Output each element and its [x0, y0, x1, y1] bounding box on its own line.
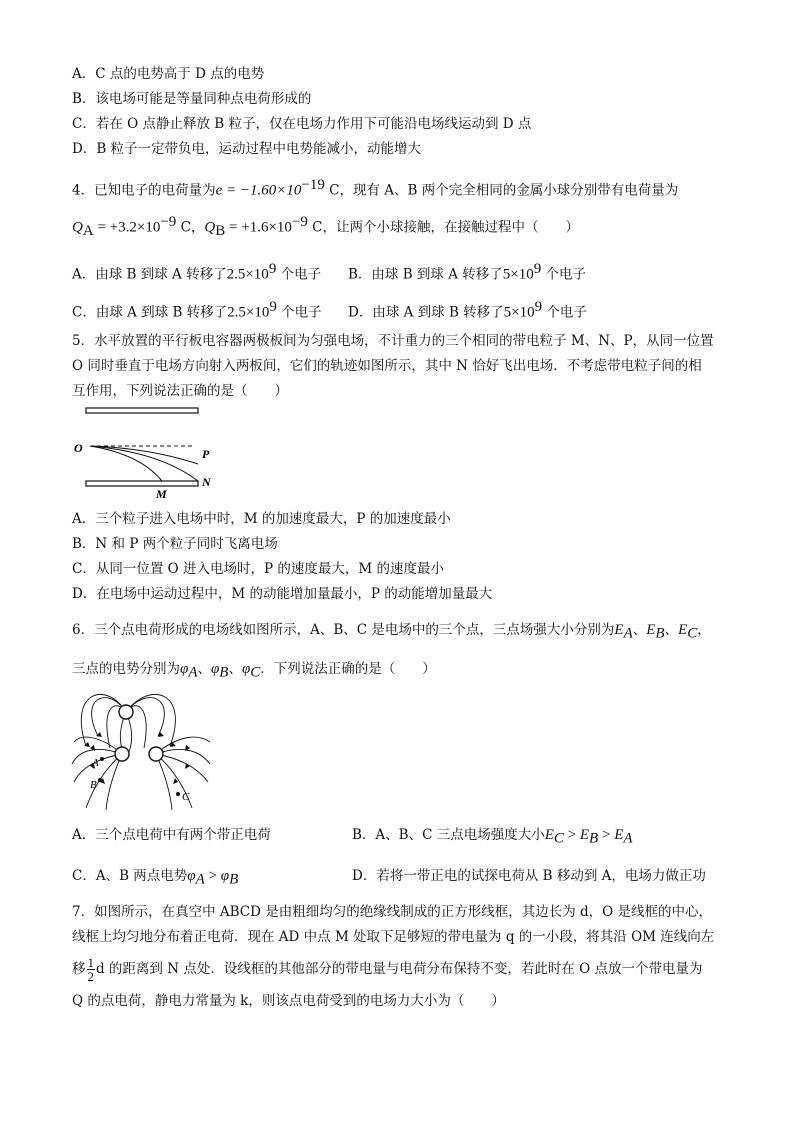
electron-charge-formula: e = −1.60×10 — [215, 182, 302, 199]
point-a — [100, 757, 104, 761]
q4-option-b: B．由球 B 到球 A 转移了$5\times 10^9$ 个电子 — [348, 261, 587, 283]
fraction-one-half: $\frac{1}{2}$ — [87, 955, 94, 984]
q6-option-a: A．三个点电荷中有两个带正电荷 — [72, 827, 271, 843]
label-b: B — [90, 779, 97, 791]
q4-option-c: C．由球 A 到球 B 转移了$2.5\times 10^9$ 个电子 — [72, 299, 322, 321]
q6-stem-line1: 6．三个点电荷形成的电场线如图所示，A、B、C 是电场中的三个点，三点场强大小分别为$E_A$、$E_B$、$E_C$， — [72, 622, 711, 642]
q5-stem-line1: 5．水平放置的平行板电容器两极板间为匀强电场，不计重力的三个相同的带电粒子 M、N、P，从同一位置 — [72, 333, 714, 349]
top-plate — [86, 408, 198, 413]
q3-option-a: A．C 点的电势高于 D 点的电势 — [72, 66, 265, 82]
point-c — [176, 792, 180, 796]
q6-option-c: C．A、B 两点电势$\varphi_A > \varphi_B$ — [72, 868, 239, 888]
q4-option-a: A．由球 B 到球 A 转移了$2.5\times 10^9$ 个电子 — [72, 261, 322, 283]
q5-option-c: C．从同一位置 O 进入电场时，P 的速度最大，M 的速度最小 — [72, 561, 444, 577]
charge-left — [115, 747, 129, 761]
q3-option-c: C．若在 O 点静止释放 B 粒子，仅在电场力作用下可能沿电场线运动到 D 点 — [72, 116, 532, 132]
label-a: A — [92, 757, 99, 769]
q4-option-d: D．由球 A 到球 B 转移了$5\times 10^9$ 个电子 — [348, 299, 587, 321]
q6-option-b: B．A、B、C 三点电场强度大小$E_C > E_B > E_A$ — [352, 827, 633, 847]
q5-stem-line2: O 同时垂直于电场方向射入两板间，它们的轨迹如图所示，其中 N 恰好飞出电场．不考虑带电粒子间的相 — [72, 358, 702, 374]
charge-top — [119, 705, 133, 719]
q7-stem-line3: 移 $\frac{1}{2}$ d 的距离到 N 点处．设线框的其他部分的带电量与电荷分布保持不变，若此时在 O 点放一个带电量为 — [72, 955, 703, 984]
bottom-plate — [86, 481, 198, 486]
label-m: M — [156, 487, 167, 501]
q5-option-d: D．在电场中运动过程中，M 的动能增加量最小，P 的动能增加量最大 — [72, 586, 493, 602]
q5-stem-line3: 互作用，下列说法正确的是（ ） — [72, 383, 288, 399]
charge-right — [149, 747, 163, 761]
q7-stem-line1: 7．如图所示，在真空中 ABCD 是由粗细均匀的绝缘线制成的正方形线框，其边长为 d，O 是线框的中心， — [72, 904, 713, 920]
label-n: N — [202, 475, 211, 489]
q4-stem-line1: 4．已知电子的电荷量为$e = -1.60\times 10^{-19}$ C，现有 A、B 两个完全相同的金属小球分别带有电荷量为 — [72, 177, 679, 199]
q5-option-b: B．N 和 P 两个粒子同时飞离电场 — [72, 536, 278, 552]
q3-option-d: D．B 粒子一定带负电，运动过程中电势能减小，动能增大 — [72, 141, 422, 157]
q6-option-d: D．若将一带正电的试探电荷从 B 移动到 A，电场力做正功 — [352, 868, 706, 884]
field-lines-figure — [70, 686, 215, 814]
capacitor-figure — [70, 402, 230, 504]
q3-option-b: B．该电场可能是等量同种点电荷形成的 — [72, 91, 312, 107]
q7-stem-line4: Q 的点电荷，静电力常量为 k，则该点电荷受到的电场力大小为（ ） — [72, 993, 505, 1009]
point-b — [98, 778, 102, 782]
q4-stem-line2: $Q_A = +3.2\times 10^{-9}$ C，$Q_B = +1.6\times 10^{-9}$ C，让两个小球接触，在接触过程中（ ） — [72, 214, 580, 240]
q5-option-a: A．三个粒子进入电场中时，M 的加速度最大，P 的加速度最小 — [72, 511, 451, 527]
label-o: O — [74, 441, 83, 455]
label-c: C — [182, 791, 190, 803]
q7-stem-line2: 线框上均匀地分布着正电荷．现在 AD 中点 M 处取下足够短的带电量为 q 的一小段，将其沿 OM 连线向左 — [72, 929, 715, 945]
q6-stem-line2: 三点的电势分别为$\varphi_A$、$\varphi_B$、$\varphi_C$．下列说法正确的是（ ） — [72, 661, 436, 681]
label-p: P — [202, 447, 210, 461]
